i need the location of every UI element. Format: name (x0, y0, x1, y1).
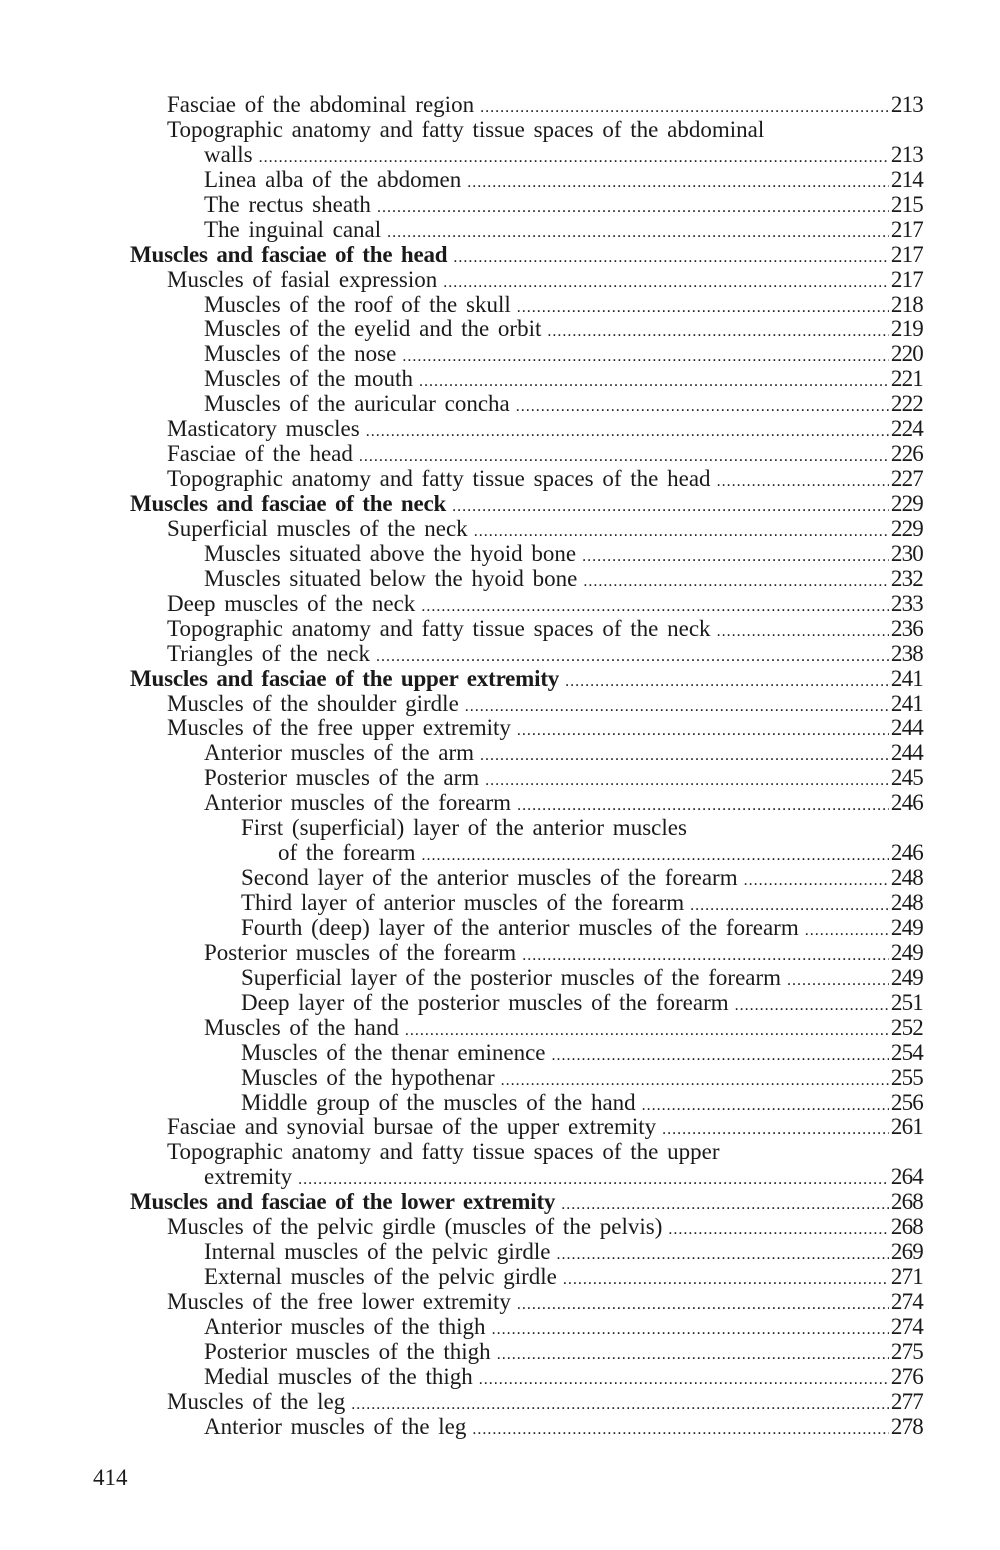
toc-entry[interactable] (130, 367, 923, 392)
toc-entry-title: Third layer of anterior muscles of the forearm (241, 890, 685, 915)
dot-leader (465, 695, 889, 720)
toc-entry[interactable] (130, 168, 923, 193)
dot-leader (565, 670, 889, 695)
toc-entry[interactable] (130, 617, 923, 642)
toc-entry[interactable] (130, 916, 923, 941)
toc-entry-page: 213 (890, 92, 923, 117)
dot-leader (377, 196, 889, 221)
dot-leader (547, 320, 889, 345)
toc-entry-title: Posterior muscles of the arm (204, 765, 480, 791)
toc-entry[interactable] (130, 193, 923, 218)
toc-entry[interactable] (130, 592, 923, 617)
toc-entry-title: Topographic anatomy and fatty tissue spaces of the abdominal (167, 116, 765, 142)
toc-entry-page: 275 (890, 1338, 923, 1364)
dot-leader (402, 345, 889, 370)
toc-entry[interactable] (130, 1290, 923, 1315)
toc-entry[interactable] (130, 891, 923, 916)
toc-entry-title: Linea alba of the abdomen (204, 166, 462, 192)
toc-entry-title: Muscles situated above the hyoid bone (204, 540, 577, 566)
toc-entry-title: Deep muscles of the neck (167, 590, 416, 616)
toc-entry-title: Muscles of the pelvic girdle (muscles of the pelvis) (167, 1214, 663, 1240)
toc-entry[interactable] (130, 991, 923, 1016)
toc-entry-title: Muscles situated below the hyoid bone (204, 565, 578, 591)
toc-entry[interactable] (130, 791, 923, 816)
toc-entry-title: Muscles of the thenar eminence (241, 1039, 546, 1065)
toc-entry-title: Medial muscles of the thigh (204, 1363, 473, 1389)
toc-entry[interactable] (130, 392, 923, 417)
toc-entry-page: 217 (890, 216, 923, 242)
toc-entry-page: 256 (890, 1089, 923, 1115)
toc-entry-title: Muscles of the leg (167, 1388, 346, 1414)
toc-entry[interactable] (130, 716, 923, 741)
dot-leader (480, 744, 889, 769)
toc-entry-title: External muscles of the pelvic girdle (204, 1264, 557, 1290)
dot-leader (485, 769, 889, 794)
toc-entry-title: Topographic anatomy and fatty tissue spaces of the neck (167, 615, 711, 641)
toc-entry-page: 276 (890, 1363, 923, 1389)
toc-entry-page: 244 (890, 740, 923, 766)
dot-leader (472, 1418, 889, 1443)
toc-entry-title: Fasciae of the abdominal region (167, 92, 475, 117)
toc-entry[interactable] (130, 1340, 923, 1365)
toc-entry[interactable] (130, 1016, 923, 1041)
toc-entry-title: Anterior muscles of the forearm (204, 790, 512, 816)
toc-entry-title: Muscles of the auricular concha (204, 391, 510, 417)
toc-entry-title: Muscles and fasciae of the upper extremity (130, 665, 560, 691)
toc-entry-page: 249 (890, 964, 923, 990)
toc-entry[interactable] (130, 1415, 923, 1440)
dot-leader (735, 994, 889, 1019)
toc-entry-page: 230 (890, 540, 923, 566)
toc-entry[interactable] (130, 866, 923, 891)
toc-entry-title: extremity (204, 1164, 293, 1190)
toc-entry-title: Topographic anatomy and fatty tissue spaces of the head (167, 466, 711, 492)
toc-entry-title: Fasciae and synovial bursae of the upper extremity (167, 1114, 657, 1140)
toc-section-heading[interactable] (130, 1190, 923, 1215)
dot-leader (717, 470, 889, 495)
toc-entry-title: Internal muscles of the pelvic girdle (204, 1239, 551, 1265)
dot-leader (453, 246, 889, 271)
toc-entry-page: 233 (890, 590, 923, 616)
toc-entry[interactable] (130, 1140, 923, 1165)
toc-entry[interactable] (130, 1240, 923, 1265)
toc-entry[interactable] (130, 218, 923, 243)
toc-entry-page: 249 (890, 914, 923, 940)
toc-entry-page: 218 (890, 291, 923, 317)
toc-entry-page: 241 (890, 690, 923, 716)
toc-entry[interactable] (130, 1115, 923, 1140)
toc-entry-page: 229 (890, 491, 923, 516)
toc-entry[interactable] (130, 118, 923, 143)
toc-entry[interactable] (130, 841, 923, 866)
toc-entry-page: 248 (890, 890, 923, 915)
toc-entry[interactable] (130, 1390, 923, 1415)
toc-entry-title: Deep layer of the posterior muscles of the forearm (241, 989, 729, 1015)
toc-entry[interactable] (130, 1315, 923, 1340)
toc-entry-title: Triangles of the neck (167, 640, 370, 666)
toc-entry-title: Posterior muscles of the thigh (204, 1338, 491, 1364)
toc-entry-page: 229 (890, 515, 923, 541)
dot-leader (517, 1293, 889, 1318)
toc-entry[interactable] (130, 93, 923, 118)
toc-entry[interactable] (130, 293, 923, 318)
toc-entry[interactable] (130, 816, 923, 841)
toc-entry[interactable] (130, 766, 923, 791)
dot-leader (467, 171, 889, 196)
toc-entry-page: 221 (890, 366, 923, 392)
dot-leader (642, 1094, 889, 1119)
toc-entry-page: 238 (890, 640, 923, 666)
toc-entry-page: 277 (890, 1388, 923, 1414)
dot-leader (717, 620, 889, 645)
toc-entry-title: Middle group of the muscles of the hand (241, 1089, 636, 1115)
toc-entry-page: 274 (890, 1313, 923, 1339)
toc-entry-page: 252 (890, 1014, 923, 1040)
dot-leader (805, 919, 889, 944)
toc-entry-title: Anterior muscles of the thigh (204, 1313, 486, 1339)
toc-entry-page: 236 (890, 615, 923, 641)
toc-entry-page: 222 (890, 391, 923, 417)
toc-entry-title: Anterior muscles of the leg (204, 1413, 467, 1439)
toc-entry[interactable] (130, 317, 923, 342)
toc-entry-page: 245 (890, 765, 923, 791)
toc-entry-page: 241 (890, 665, 923, 691)
toc-entry-page: 219 (890, 316, 923, 342)
toc-entry[interactable] (130, 1265, 923, 1290)
dot-leader (517, 296, 889, 321)
toc-entry-title: Superficial muscles of the neck (167, 515, 468, 541)
toc-entry[interactable] (130, 143, 923, 168)
toc-entry[interactable] (130, 1165, 923, 1190)
toc-entry-page: 215 (890, 191, 923, 217)
dot-leader (517, 719, 889, 744)
dot-leader (556, 1243, 888, 1268)
toc-entry-title: of the forearm (278, 840, 416, 866)
dot-leader (787, 969, 889, 994)
toc-entry-title: Muscles of the mouth (204, 366, 413, 392)
dot-leader (744, 869, 889, 894)
toc-entry-title: Muscles of the shoulder girdle (167, 690, 459, 716)
toc-entry-page: 249 (890, 939, 923, 965)
toc-entry-title: Muscles of fasial expression (167, 266, 438, 292)
toc-entry-title: Muscles of the eyelid and the orbit (204, 316, 542, 342)
toc-entry-title: Fourth (deep) layer of the anterior muscles of the forearm (241, 914, 799, 940)
toc-entry-title: Topographic anatomy and fatty tissue spaces of the upper (167, 1139, 720, 1165)
toc-entry-page: 217 (890, 266, 923, 292)
dot-leader (387, 221, 889, 246)
toc-entry[interactable] (130, 941, 923, 966)
toc-entry[interactable] (130, 966, 923, 991)
toc-entry-page: 226 (890, 441, 923, 467)
toc-entry-title: Fasciae of the head (167, 441, 353, 467)
toc-entry-title: Muscles and fasciae of the neck (130, 491, 447, 516)
dot-leader (563, 1268, 889, 1293)
toc-entry[interactable] (130, 741, 923, 766)
toc-entry-page: 269 (890, 1239, 923, 1265)
toc-entry-title: Muscles of the hand (204, 1014, 399, 1040)
toc-entry-page: 254 (890, 1039, 923, 1065)
toc-entry[interactable] (130, 268, 923, 293)
toc-entry-page: 244 (890, 715, 923, 741)
dot-leader (452, 495, 889, 520)
toc-entry-page: 246 (890, 840, 923, 866)
toc-entry-title: Muscles of the free lower extremity (167, 1289, 511, 1314)
toc-entry-title: Muscles and fasciae of the lower extremity (130, 1189, 556, 1215)
toc-entry[interactable] (130, 517, 923, 542)
toc-entry-title: Muscles of the nose (204, 341, 397, 367)
dot-leader (516, 395, 889, 420)
toc-entry-title: Superficial layer of the posterior muscles of the forearm (241, 964, 782, 990)
toc-entry-title: Anterior muscles of the arm (204, 740, 475, 766)
toc-entry[interactable] (130, 692, 923, 717)
toc-entry-page: 248 (890, 865, 923, 891)
toc-entry[interactable] (130, 442, 923, 467)
dot-leader (479, 1368, 889, 1393)
toc-section-heading[interactable] (130, 492, 923, 517)
toc-entry-page: 214 (890, 166, 923, 192)
toc-entry-title: Muscles of the free upper extremity (167, 715, 511, 741)
toc-entry-page: 213 (890, 141, 923, 167)
toc-section-heading[interactable] (130, 243, 923, 268)
toc-entry-page: 274 (890, 1289, 923, 1314)
toc-entry[interactable] (130, 1091, 923, 1116)
toc-entry[interactable] (130, 467, 923, 492)
toc-entry-page: 232 (890, 565, 923, 591)
toc-entry-title: Second layer of the anterior muscles of the forearm (241, 865, 738, 891)
toc-entry-title: walls (204, 141, 253, 167)
toc-entry-page: 251 (890, 989, 923, 1015)
toc-entry-page: 268 (890, 1214, 923, 1240)
toc-entry-page: 255 (890, 1064, 923, 1090)
toc-entry[interactable] (130, 342, 923, 367)
page-number: 414 (93, 1465, 128, 1490)
dot-leader (552, 1044, 889, 1069)
toc-entry-page: 264 (890, 1164, 923, 1190)
dot-leader (583, 570, 889, 595)
toc-entry-page: 271 (890, 1264, 923, 1290)
toc-entry-page: 246 (890, 790, 923, 816)
toc-entry-title: The inguinal canal (204, 216, 382, 242)
toc-entry[interactable] (130, 1066, 923, 1091)
toc-entry[interactable] (130, 567, 923, 592)
dot-leader (668, 1218, 889, 1243)
toc-entry[interactable] (130, 1215, 923, 1240)
toc-entry-title: First (superficial) layer of the anterior muscles (241, 815, 687, 841)
toc-entry-title: Muscles of the hypothenar (241, 1064, 495, 1090)
toc-entry-title: Masticatory muscles (167, 416, 360, 442)
toc-entry[interactable] (130, 1365, 923, 1390)
table-of-contents (130, 93, 923, 1440)
toc-entry-title: Muscles of the roof of the skull (204, 291, 511, 317)
dot-leader (366, 420, 889, 445)
dot-leader (582, 545, 889, 570)
toc-entry[interactable] (130, 1041, 923, 1066)
toc-entry-title: The rectus sheath (204, 191, 371, 217)
toc-entry[interactable] (130, 542, 923, 567)
toc-entry-title: Muscles and fasciae of the head (130, 241, 448, 267)
toc-entry[interactable] (130, 417, 923, 442)
dot-leader (492, 1318, 889, 1343)
toc-entry-page: 278 (890, 1413, 923, 1439)
toc-section-heading[interactable] (130, 667, 923, 692)
toc-entry-page: 217 (890, 241, 923, 267)
toc-entry-page: 220 (890, 341, 923, 367)
toc-entry[interactable] (130, 642, 923, 667)
dot-leader (497, 1343, 889, 1368)
toc-entry-title: Posterior muscles of the forearm (204, 939, 517, 965)
toc-entry-page: 261 (890, 1114, 923, 1140)
toc-entry-page: 224 (890, 416, 923, 442)
toc-entry-page: 227 (890, 466, 923, 492)
toc-entry-page: 268 (890, 1189, 923, 1215)
